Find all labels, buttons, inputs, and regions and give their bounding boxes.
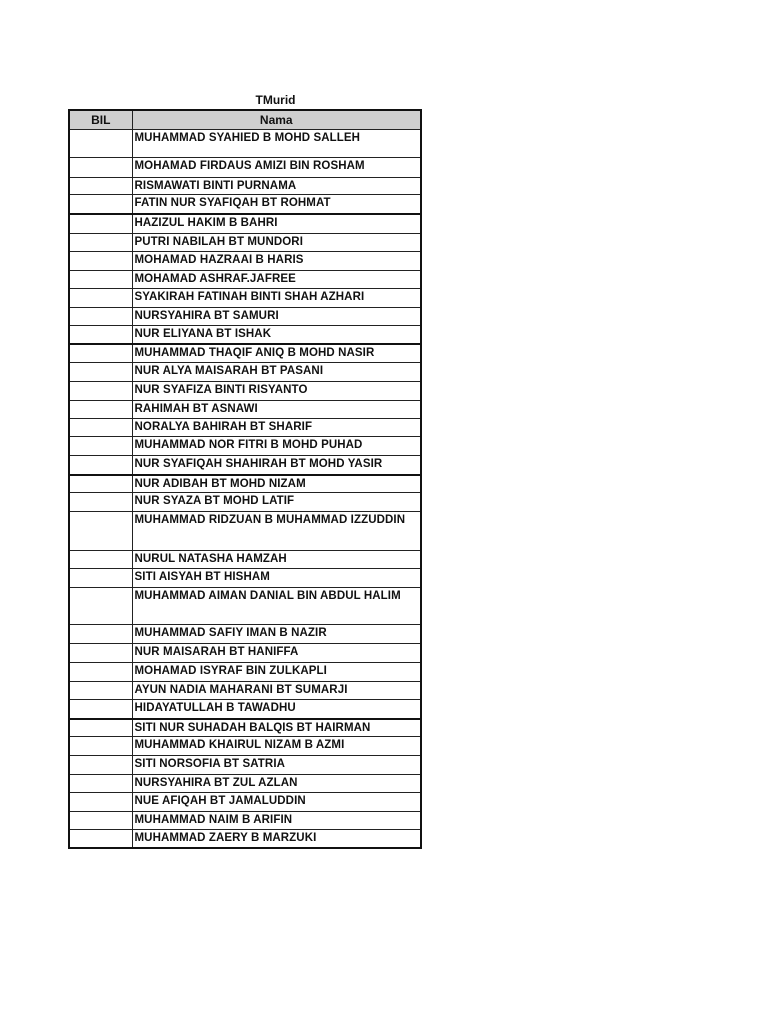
cell-nama: MUHAMMAD NOR FITRI B MOHD PUHAD xyxy=(132,437,421,456)
cell-bil xyxy=(69,437,132,456)
table-row xyxy=(69,178,421,195)
cell-nama: MUHAMMAD RIDZUAN B MUHAMMAD IZZUDDIN xyxy=(132,512,421,551)
cell-bil xyxy=(69,214,132,234)
table-row xyxy=(69,363,421,382)
table-row xyxy=(69,737,421,756)
table-row xyxy=(69,289,421,308)
table-row xyxy=(69,719,421,737)
cell-nama: NURSYAHIRA BT ZUL AZLAN xyxy=(132,775,421,793)
cell-bil xyxy=(69,234,132,252)
table-row xyxy=(69,700,421,719)
cell-nama: MUHAMMAD KHAIRUL NIZAM B AZMI xyxy=(132,737,421,756)
cell-nama: MUHAMMAD AIMAN DANIAL BIN ABDUL HALIM xyxy=(132,588,421,625)
cell-bil xyxy=(69,830,132,848)
table-row xyxy=(69,775,421,793)
cell-nama: MUHAMMAD THAQIF ANIQ B MOHD NASIR xyxy=(132,344,421,363)
cell-bil xyxy=(69,793,132,812)
table-row xyxy=(69,130,421,158)
cell-nama: NUR MAISARAH BT HANIFFA xyxy=(132,644,421,663)
table-row xyxy=(69,644,421,663)
table-row xyxy=(69,214,421,234)
table-body xyxy=(69,130,421,848)
table-row xyxy=(69,569,421,588)
cell-nama: NUR SYAFIQAH SHAHIRAH BT MOHD YASIR xyxy=(132,456,421,475)
cell-bil xyxy=(69,158,132,178)
table-row xyxy=(69,793,421,812)
cell-nama: NUR ADIBAH BT MOHD NIZAM xyxy=(132,475,421,493)
table-row xyxy=(69,344,421,363)
cell-nama: MOHAMAD FIRDAUS AMIZI BIN ROSHAM xyxy=(132,158,421,178)
cell-bil xyxy=(69,756,132,775)
student-table xyxy=(68,109,422,849)
table-row xyxy=(69,382,421,401)
cell-bil xyxy=(69,588,132,625)
cell-nama: FATIN NUR SYAFIQAH BT ROHMAT xyxy=(132,195,421,214)
sheet-title: TMurid xyxy=(255,93,296,107)
cell-bil xyxy=(69,178,132,195)
table-row xyxy=(69,682,421,700)
table-row xyxy=(69,588,421,625)
cell-bil xyxy=(69,625,132,644)
cell-nama: MOHAMAD HAZRAAI B HARIS xyxy=(132,252,421,271)
cell-nama: NORALYA BAHIRAH BT SHARIF xyxy=(132,419,421,437)
cell-bil xyxy=(69,195,132,214)
cell-nama: NURSYAHIRA BT SAMURI xyxy=(132,308,421,326)
table-row xyxy=(69,663,421,682)
cell-bil xyxy=(69,812,132,830)
table-row xyxy=(69,195,421,214)
cell-nama: PUTRI NABILAH BT MUNDORI xyxy=(132,234,421,252)
header-nama: Nama xyxy=(132,110,421,130)
cell-bil xyxy=(69,682,132,700)
table-row xyxy=(69,456,421,475)
table-row xyxy=(69,551,421,569)
table-row xyxy=(69,475,421,493)
table-row xyxy=(69,756,421,775)
cell-bil xyxy=(69,130,132,158)
table-row xyxy=(69,401,421,419)
table-row xyxy=(69,512,421,551)
table-row xyxy=(69,308,421,326)
cell-nama: RAHIMAH BT ASNAWI xyxy=(132,401,421,419)
cell-bil xyxy=(69,456,132,475)
cell-bil xyxy=(69,419,132,437)
cell-bil xyxy=(69,663,132,682)
cell-nama: SITI AISYAH BT HISHAM xyxy=(132,569,421,588)
cell-bil xyxy=(69,344,132,363)
header-bil: BIL xyxy=(69,110,132,130)
cell-bil xyxy=(69,252,132,271)
table-row xyxy=(69,234,421,252)
cell-nama: RISMAWATI BINTI PURNAMA xyxy=(132,178,421,195)
table-row xyxy=(69,812,421,830)
cell-nama: SITI NUR SUHADAH BALQIS BT HAIRMAN xyxy=(132,719,421,737)
cell-bil xyxy=(69,308,132,326)
cell-nama: SYAKIRAH FATINAH BINTI SHAH AZHARI xyxy=(132,289,421,308)
cell-nama: NUR ALYA MAISARAH BT PASANI xyxy=(132,363,421,382)
cell-bil xyxy=(69,326,132,344)
table-row xyxy=(69,625,421,644)
cell-bil xyxy=(69,569,132,588)
table-row xyxy=(69,437,421,456)
cell-bil xyxy=(69,475,132,493)
table-row xyxy=(69,493,421,512)
cell-bil xyxy=(69,551,132,569)
cell-nama: SITI NORSOFIA BT SATRIA xyxy=(132,756,421,775)
header-row xyxy=(69,110,421,130)
table-row xyxy=(69,252,421,271)
cell-nama: NUE AFIQAH BT JAMALUDDIN xyxy=(132,793,421,812)
cell-bil xyxy=(69,737,132,756)
cell-bil xyxy=(69,289,132,308)
table-row xyxy=(69,271,421,289)
cell-nama: NUR SYAFIZA BINTI RISYANTO xyxy=(132,382,421,401)
cell-bil xyxy=(69,775,132,793)
cell-nama: MUHAMMAD SAFIY IMAN B NAZIR xyxy=(132,625,421,644)
cell-nama: MUHAMMAD ZAERY B MARZUKI xyxy=(132,830,421,848)
cell-bil xyxy=(69,644,132,663)
cell-bil xyxy=(69,363,132,382)
cell-nama: AYUN NADIA MAHARANI BT SUMARJI xyxy=(132,682,421,700)
cell-nama: MUHAMMAD SYAHIED B MOHD SALLEH xyxy=(132,130,421,158)
cell-nama: MUHAMMAD NAIM B ARIFIN xyxy=(132,812,421,830)
cell-nama: HIDAYATULLAH B TAWADHU xyxy=(132,700,421,719)
table-row xyxy=(69,158,421,178)
cell-bil xyxy=(69,700,132,719)
cell-bil xyxy=(69,401,132,419)
cell-nama: MOHAMAD ISYRAF BIN ZULKAPLI xyxy=(132,663,421,682)
cell-nama: HAZIZUL HAKIM B BAHRI xyxy=(132,214,421,234)
cell-bil xyxy=(69,493,132,512)
cell-bil xyxy=(69,382,132,401)
cell-nama: MOHAMAD ASHRAF.JAFREE xyxy=(132,271,421,289)
table-row xyxy=(69,830,421,848)
table-row xyxy=(69,419,421,437)
cell-nama: NUR ELIYANA BT ISHAK xyxy=(132,326,421,344)
cell-bil xyxy=(69,271,132,289)
cell-nama: NURUL NATASHA HAMZAH xyxy=(132,551,421,569)
cell-bil xyxy=(69,512,132,551)
cell-nama: NUR SYAZA BT MOHD LATIF xyxy=(132,493,421,512)
table-row xyxy=(69,326,421,344)
cell-bil xyxy=(69,719,132,737)
